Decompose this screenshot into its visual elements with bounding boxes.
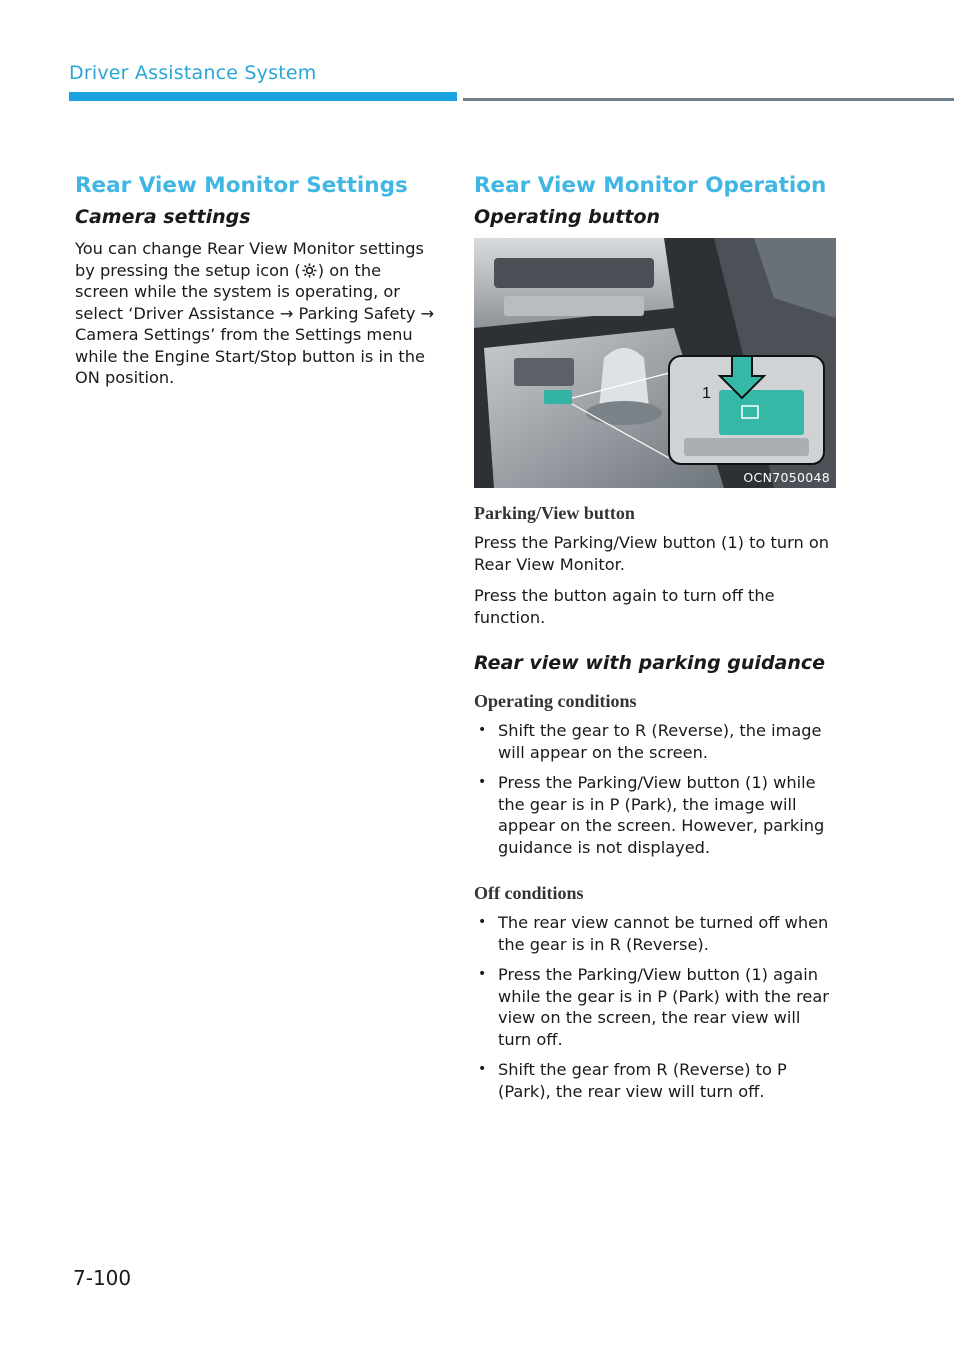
para-text-before-icon: You can change Rear View Monitor settings by pressing the setup icon (: [75, 239, 424, 280]
subtitle-camera-settings: Camera settings: [75, 206, 251, 228]
heading-off-conditions: Off conditions: [474, 883, 584, 903]
header-rule-blue: [69, 92, 457, 101]
list-item: [474, 1059, 836, 1102]
parking-view-paragraph-1: Press the Parking/View button (1) to turn on Rear View Monitor.: [474, 533, 830, 574]
list-item-text: Shift the gear from R (Reverse) to P (Park), the rear view will turn off.: [498, 1060, 787, 1101]
list-item-text: Shift the gear to R (Reverse), the image will appear on the screen.: [498, 721, 822, 762]
console-drawing: [474, 238, 836, 488]
parking-view-paragraph-2: Press the button again to turn off the function.: [474, 586, 775, 627]
bullet: •: [478, 966, 487, 982]
bullet: •: [478, 774, 487, 790]
section-title-settings: Rear View Monitor Settings: [75, 173, 408, 198]
section-title-operation: Rear View Monitor Operation: [474, 173, 827, 198]
bullet: •: [478, 722, 487, 738]
list-item: [474, 964, 836, 1050]
bullet: •: [478, 914, 487, 930]
page-number: 7-100: [73, 1266, 132, 1290]
list-item: [474, 772, 836, 858]
subtitle-parking-guidance: Rear view with parking guidance: [474, 652, 826, 674]
running-header: Driver Assistance System: [69, 62, 317, 84]
callout-number: 1: [702, 385, 711, 402]
gear-icon: [301, 262, 318, 279]
list-item-text: Press the Parking/View button (1) while the gear is in P (Park), the image will appear on the screen. However, parking guidance is not displayed.: [498, 773, 825, 857]
para-text-after-icon: ) on the screen while the system is operating, or select ‘Driver Assistance → Parking Safety → Camera Settings’ from the Settings menu while the Engine Start/Stop button is in the ON position.: [75, 260, 435, 387]
heading-parking-view-button: Parking/View button: [474, 503, 635, 523]
list-item: [474, 720, 836, 763]
heading-operating-conditions: Operating conditions: [474, 691, 637, 711]
operating-conditions-list: [474, 720, 836, 858]
list-item: [474, 912, 836, 955]
camera-settings-paragraph: [75, 238, 437, 389]
list-item-text: Press the Parking/View button (1) again while the gear is in P (Park) with the rear view on the screen, the rear view will turn off.: [498, 965, 829, 1049]
header-rule-grey: [463, 98, 954, 101]
console-illustration: [474, 238, 836, 488]
subtitle-operating-button: Operating button: [474, 206, 661, 228]
list-item-text: The rear view cannot be turned off when the gear is in R (Reverse).: [498, 913, 829, 954]
right-column: [474, 172, 836, 1111]
left-column: [75, 172, 437, 399]
figure-code: OCN7050048: [743, 470, 830, 485]
bullet: •: [478, 1061, 487, 1077]
off-conditions-list: [474, 912, 836, 1102]
